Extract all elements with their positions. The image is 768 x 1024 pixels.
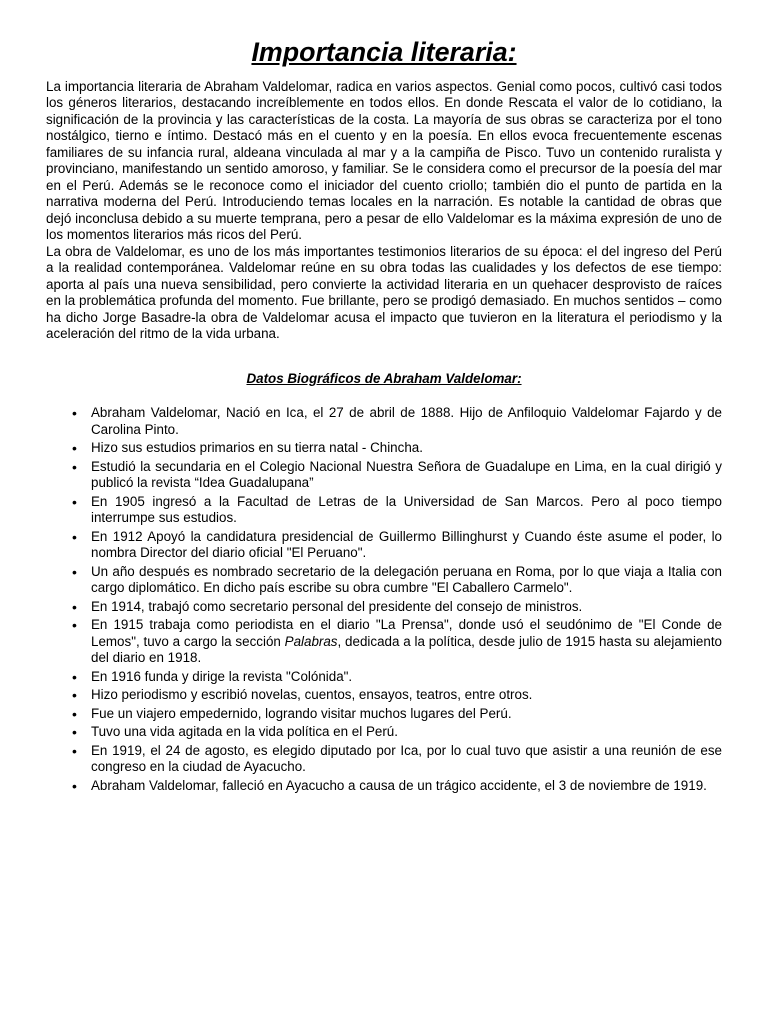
section-title-importancia: Importancia literaria: bbox=[251, 37, 517, 67]
list-item bbox=[91, 617, 722, 667]
list-item-text: , dedicada a la política, desde julio de 1915 hasta su alejamiento del diario en 1918. bbox=[91, 633, 722, 665]
list-item: • Abraham Valdelomar, falleció en Ayacucho a causa de un trágico accidente, el 3 de noviembre de 1919. bbox=[91, 778, 722, 795]
list-item-text: En 1915 trabaja como periodista en el diario "La Prensa", donde usó el seudónimo de "El Conde de Lemos", tuvo a cargo la sección bbox=[91, 617, 722, 649]
list-item: • En 1914, trabajó como secretario personal del presidente del consejo de ministros. bbox=[91, 599, 722, 616]
list-item: • Abraham Valdelomar, Nació en Ica, el 27 de abril de 1888. Hijo de Anfiloquio Valdelomar Fajardo y de Carolina Pinto. bbox=[91, 405, 722, 438]
list-item: • Un año después es nombrado secretario de la delegación peruana en Roma, por lo que viaja a Italia con cargo diplomático. En dicho país escribe su obra cumbre "El Caballero Carmelo". bbox=[91, 564, 722, 597]
paragraph: La importancia literaria de Abraham Valdelomar, radica en varios aspectos. Genial como pocos, cultivó casi todos los géneros literarios, destacando increíblemente en todos ellos. En donde Rescata el valor de lo cotidiano, la significación de la provincia y las características de la costa. La mayoría de sus obras se caracteriza por el tono nostálgico, tierno e íntimo. Destacó más en el cuento y en la poesía. En ellos evoca frecuentemente escenas familiares de su infancia rural, aldeana vinculada al mar y a la campiña de Pisco. Tuvo un contenido ruralista y provinciano, manifestando un sentido amoroso, y familiar. Se le considera como el precursor de la poesía del mar en el Perú. Además se le reconoce como el iniciador del cuento criollo; también dio el punto de partida en la narrativa moderna del Perú. Introduciendo temas locales en la narración. Es notable la cantidad de obras que dejó inconclusa debido a su muerte temprana, pero a pesar de ello Valdelomar es la máxima expresión de uno de los momentos literarios más ricos del Perú. bbox=[46, 78, 722, 242]
list-item: • En 1905 ingresó a la Facultad de Letras de la Universidad de San Marcos. Pero al poco tiempo interrumpe sus estudios. bbox=[91, 494, 722, 527]
list-item: • Estudió la secundaria en el Colegio Nacional Nuestra Señora de Guadalupe en Lima, en la cual dirigió y publicó la revista “Idea Guadalupana” bbox=[91, 459, 722, 492]
list-item: • En 1919, el 24 de agosto, es elegido diputado por Ica, por lo cual tuvo que asistir a una reunión de ese congreso en la ciudad de Ayacucho. bbox=[91, 743, 722, 776]
list-item: • En 1912 Apoyó la candidatura presidencial de Guillermo Billinghurst y Cuando éste asume el poder, lo nombra Director del diario oficial "El Peruano". bbox=[91, 529, 722, 562]
list-item: • Fue un viajero empedernido, logrando visitar muchos lugares del Perú. bbox=[91, 706, 722, 723]
list-item: • Hizo periodismo y escribió novelas, cuentos, ensayos, teatros, entre otros. bbox=[91, 687, 722, 704]
section-name-palabras: Palabras bbox=[284, 633, 338, 649]
biography-list bbox=[0, 405, 722, 794]
list-item: • Tuvo una vida agitada en la vida política en el Perú. bbox=[91, 724, 722, 741]
section-title-datos-biograficos: Datos Biográficos de Abraham Valdelomar: bbox=[246, 370, 522, 386]
paragraph: La obra de Valdelomar, es uno de los más importantes testimonios literarios de su época: el del ingreso del Perú a la realidad contemporánea. Valdelomar reúne en su obra todas las cualidades y los defectos de ese tiempo: aporta al país una nueva sensibilidad, pero convierte la actividad literaria en un quehacer desprovisto de raíces en la problemática profunda del momento. Fue brillante, pero se prodigó demasiado. En muchos sentidos – como ha dicho Jorge Basadre-la obra de Valdelomar acusa el impacto que tuvieron en la literatura el periodismo y la aceleración del ritmo de la vida urbana. bbox=[46, 243, 722, 341]
list-item: • Hizo sus estudios primarios en su tierra natal - Chincha. bbox=[91, 440, 722, 457]
list-item: • En 1916 funda y dirige la revista "Colónida". bbox=[91, 669, 722, 686]
